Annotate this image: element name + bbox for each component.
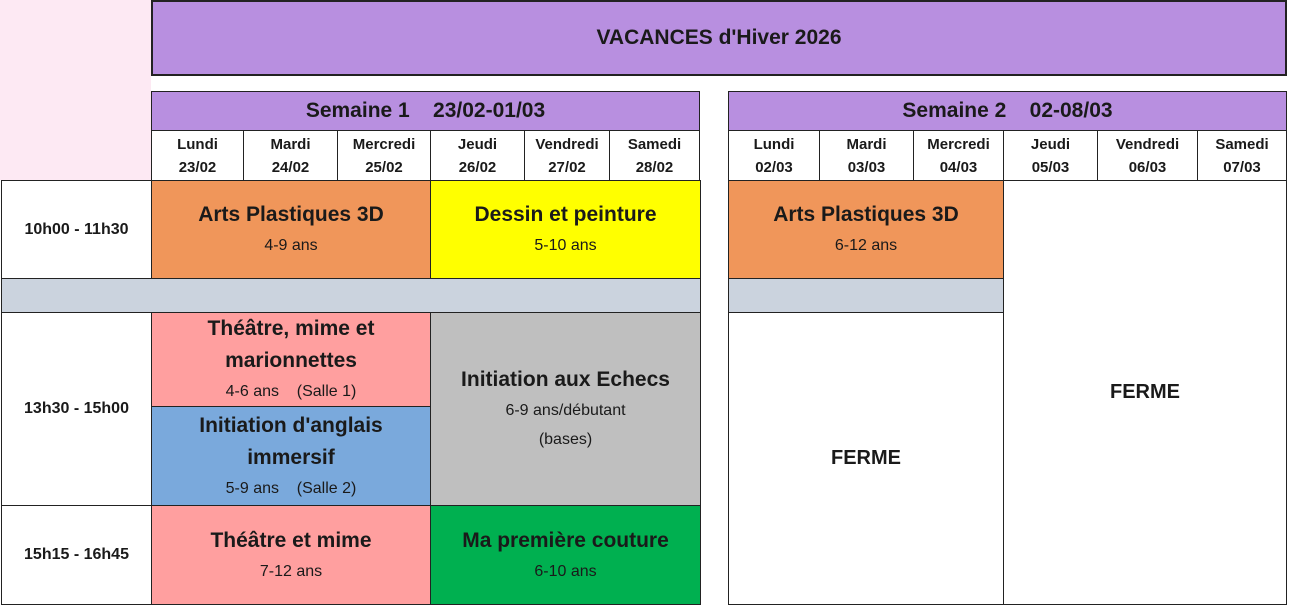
lunch-break-band <box>1 278 701 313</box>
activity-theatre-mime-marionnettes: Théâtre, mime et marionnettes 4-6 ans (Salle 1) <box>151 312 431 407</box>
day-header: Lundi 23/02 <box>151 130 244 181</box>
time-slot-morning: 10h00 - 11h30 <box>1 180 152 279</box>
time-slot-early-afternoon: 13h30 - 15h00 <box>1 312 152 506</box>
activity-arts-plastiques-w1: Arts Plastiques 3D 4-9 ans <box>151 180 431 279</box>
activity-arts-plastiques-w2: Arts Plastiques 3D 6-12 ans <box>728 180 1004 279</box>
activity-anglais-immersif: Initiation d'anglais immersif 5-9 ans (Salle 2) <box>151 406 431 506</box>
day-header: Jeudi 05/03 <box>1003 130 1098 181</box>
schedule-title: VACANCES d'Hiver 2026 <box>151 0 1287 76</box>
closed-block-w2-afternoon: FERME <box>728 312 1004 605</box>
time-slot-late-afternoon: 15h15 - 16h45 <box>1 505 152 605</box>
day-header: Vendredi 27/02 <box>524 130 610 181</box>
day-header: Samedi 07/03 <box>1197 130 1287 181</box>
closed-block-w2-end-of-week: FERME <box>1003 180 1287 605</box>
activity-couture: Ma première couture 6-10 ans <box>430 505 701 605</box>
day-header: Lundi 02/03 <box>728 130 820 181</box>
day-header: Samedi 28/02 <box>609 130 700 181</box>
day-header: Mardi 03/03 <box>819 130 914 181</box>
day-header: Mercredi 25/02 <box>337 130 431 181</box>
lunch-break-band-w2 <box>728 278 1004 313</box>
week-2-header: Semaine 2 02-08/03 <box>728 91 1287 131</box>
activity-dessin-peinture: Dessin et peinture 5-10 ans <box>430 180 701 279</box>
day-header: Jeudi 26/02 <box>430 130 525 181</box>
day-header: Mercredi 04/03 <box>913 130 1004 181</box>
header-spacer <box>0 0 151 180</box>
activity-echecs: Initiation aux Echecs 6-9 ans/débutant (bases) <box>430 312 701 506</box>
week-1-header: Semaine 1 23/02-01/03 <box>151 91 700 131</box>
day-header: Mardi 24/02 <box>243 130 338 181</box>
day-header: Vendredi 06/03 <box>1097 130 1198 181</box>
activity-theatre-et-mime: Théâtre et mime 7-12 ans <box>151 505 431 605</box>
